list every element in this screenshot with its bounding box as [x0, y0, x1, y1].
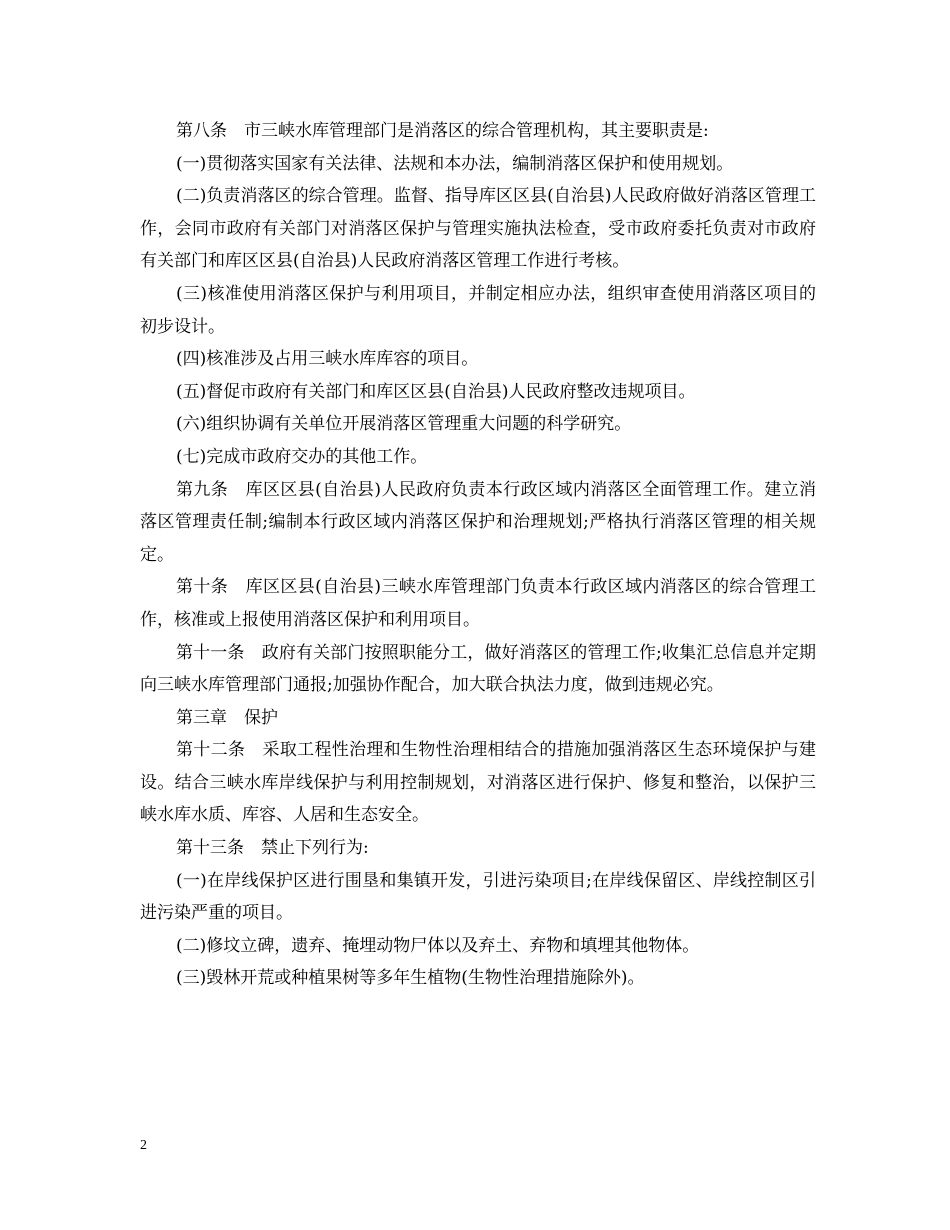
paragraph-prohibition-2: (二)修坟立碑，遗弃、掩埋动物尸体以及弃土、弃物和填埋其他物体。: [176, 935, 700, 956]
paragraph-item-1: (一)贯彻落实国家有关法律、法规和本办法，编制消落区保护和使用规划。: [176, 153, 734, 174]
paragraph-item-3: (三)核准使用消落区保护与利用项目，并制定相应办法，组织审查使用消落区项目的初步设计。: [140, 283, 816, 337]
paragraph-item-7: (七)完成市政府交办的其他工作。: [176, 446, 428, 467]
paragraph-item-6: (六)组织协调有关单位开展消落区管理重大问题的科学研究。: [176, 414, 632, 435]
paragraph-article-12: 第十二条 采取工程性治理和生物性治理相结合的措施加强消落区生态环境保护与建设。结合三峡水库岸线保护与利用控制规划，对消落区进行保护、修复和整治，以保护三峡水库水质、库容、人居和生态安全。: [140, 740, 816, 826]
paragraph-article-13: 第十三条 禁止下列行为:: [176, 838, 369, 859]
page-number: 2: [140, 1138, 147, 1153]
paragraph-article-8: 第八条 市三峡水库管理部门是消落区的综合管理机构，其主要职责是:: [176, 121, 709, 141]
chapter-heading: 第三章 保护: [176, 707, 278, 728]
paragraph-article-11: 第十一条 政府有关部门按照职能分工，做好消落区的管理工作;收集汇总信息并定期向三峡水库管理部门通报;加强协作配合，加大联合执法力度，做到违规必究。: [140, 642, 816, 696]
paragraph-item-4: (四)核准涉及占用三峡水库库容的项目。: [176, 349, 479, 370]
paragraph-prohibition-1: (一)在岸线保护区进行围垦和集镇开发，引进污染项目;在岸线保留区、岸线控制区引进污染严重的项目。: [140, 870, 816, 924]
paragraph-article-9: 第九条 库区区县(自治县)人民政府负责本行政区域内消落区全面管理工作。建立消落区管理责任制;编制本行政区域内消落区保护和治理规划;严格执行消落区管理的相关规定。: [140, 479, 816, 565]
paragraph-article-10: 第十条 库区区县(自治县)三峡水库管理部门负责本行政区域内消落区的综合管理工作，核准或上报使用消落区保护和利用项目。: [140, 577, 816, 630]
paragraph-prohibition-3: (三)毁林开荒或种植果树等多年生植物(生物性治理措施除外)。: [176, 968, 645, 989]
document-body: [140, 115, 816, 995]
paragraph-item-5: (五)督促市政府有关部门和库区区县(自治县)人民政府整改违规项目。: [176, 381, 696, 402]
paragraph-item-2: (二)负责消落区的综合管理。监督、指导库区区县(自治县)人民政府做好消落区管理工作，会同市政府有关部门对消落区保护与管理实施执法检查，受市政府委托负责对市政府有关部门和库区区县(自治县)人民政府消落区管理工作进行考核。: [140, 186, 816, 272]
